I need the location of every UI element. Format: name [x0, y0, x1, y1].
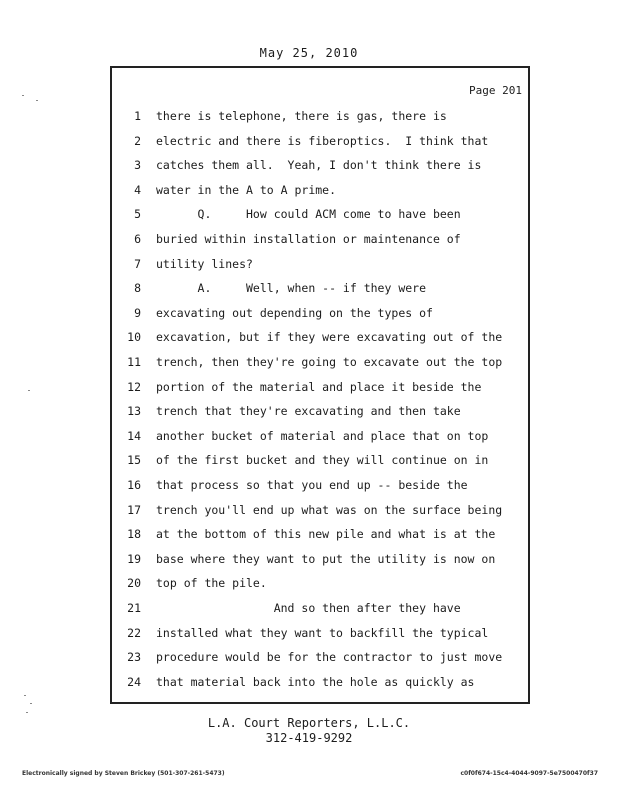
- document-id: c0f0f674-15c4-4044-9097-5e7500470f37: [460, 770, 598, 777]
- line-text: trench that they're excavating and then take: [156, 404, 461, 419]
- line-number: 18: [127, 527, 141, 542]
- line-number: 7: [134, 256, 141, 271]
- scan-speck: [30, 703, 32, 704]
- line-number: 14: [127, 428, 141, 443]
- scan-speck: [24, 695, 26, 696]
- transcript-line: [112, 550, 532, 568]
- line-number: 4: [134, 182, 141, 197]
- line-text: utility lines?: [156, 256, 253, 271]
- scan-speck: [28, 390, 30, 391]
- page-number: Page 201: [469, 84, 522, 97]
- line-number: 24: [127, 674, 141, 689]
- line-number: 3: [134, 158, 141, 173]
- line-text: buried within installation or maintenance of: [156, 232, 461, 246]
- line-text: of the first bucket and they will continue on in: [156, 453, 489, 468]
- line-number: 23: [127, 650, 141, 665]
- transcript-line: [112, 501, 532, 519]
- transcript-line: [112, 230, 532, 248]
- transcript-line: [112, 156, 532, 174]
- line-text: that process so that you end up -- beside the: [156, 478, 468, 492]
- line-text: there is telephone, there is gas, there is: [156, 109, 447, 123]
- transcript-line: [112, 378, 532, 396]
- line-number: 15: [127, 453, 141, 468]
- transcript-line: [112, 353, 532, 371]
- line-text: installed what they want to backfill the typical: [156, 625, 489, 640]
- scan-speck: [36, 100, 38, 101]
- transcript-line: [112, 304, 532, 322]
- line-text: another bucket of material and place that on top: [156, 428, 489, 443]
- line-text: base where they want to put the utility is now on: [156, 551, 496, 566]
- line-text: trench, then they're going to excavate out the top: [156, 355, 503, 369]
- line-text: Q. How could ACM come to have been: [156, 207, 461, 222]
- line-text: that material back into the hole as quickly as: [156, 674, 475, 689]
- line-text: And so then after they have: [156, 601, 461, 615]
- scan-speck: [26, 712, 28, 713]
- line-number: 1: [134, 109, 141, 123]
- transcript-line: [112, 255, 532, 273]
- line-number: 19: [127, 551, 141, 566]
- transcript-line: [112, 673, 532, 691]
- line-text: excavation, but if they were excavating out of the: [156, 330, 503, 345]
- transcript-line: [112, 328, 532, 346]
- transcript-line: [112, 574, 532, 592]
- line-number: 5: [134, 207, 141, 222]
- transcript-line: [112, 648, 532, 666]
- line-number: 21: [127, 601, 141, 615]
- transcript-line: [112, 451, 532, 469]
- transcript-line: [112, 107, 532, 125]
- court-reporter-phone: 312-419-9292: [265, 731, 353, 745]
- line-number: 13: [127, 404, 141, 419]
- line-text: electric and there is fiberoptics. I think that: [156, 133, 489, 148]
- transcript-line: [112, 181, 532, 199]
- line-text: procedure would be for the contractor to just move: [156, 650, 503, 665]
- line-number: 8: [134, 281, 141, 296]
- transcript-line: [112, 402, 532, 420]
- transcript-line: [112, 599, 532, 617]
- line-number: 11: [127, 355, 141, 369]
- transcript-line: [112, 205, 532, 223]
- transcript-line: [112, 279, 532, 297]
- court-reporter-name: L.A. Court Reporters, L.L.C.: [207, 716, 411, 730]
- line-number: 6: [134, 232, 141, 246]
- line-text: top of the pile.: [156, 576, 267, 591]
- line-text: catches them all. Yeah, I don't think there is: [156, 158, 482, 173]
- transcript-line: [112, 427, 532, 445]
- line-number: 12: [127, 379, 141, 394]
- transcript-page-frame: [110, 66, 530, 704]
- line-text: excavating out depending on the types of: [156, 305, 433, 320]
- transcript-date: May 25, 2010: [259, 46, 359, 60]
- line-number: 16: [127, 478, 141, 492]
- line-text: trench you'll end up what was on the surface being: [156, 502, 503, 517]
- transcript-line: [112, 132, 532, 150]
- line-number: 20: [127, 576, 141, 591]
- line-number: 9: [134, 305, 141, 320]
- electronic-signature-note: Electronically signed by Steven Brickey (501-307-261-5473): [22, 770, 225, 777]
- line-text: water in the A to A prime.: [156, 182, 337, 197]
- transcript-line: [112, 624, 532, 642]
- transcript-line: [112, 525, 532, 543]
- line-number: 2: [134, 133, 141, 148]
- line-number: 22: [127, 625, 141, 640]
- line-text: A. Well, when -- if they were: [156, 281, 427, 296]
- scan-speck: [22, 95, 24, 96]
- line-number: 17: [127, 502, 141, 517]
- line-number: 10: [127, 330, 141, 345]
- transcript-line: [112, 476, 532, 494]
- line-text: portion of the material and place it beside the: [156, 379, 482, 394]
- line-text: at the bottom of this new pile and what is at the: [156, 527, 496, 542]
